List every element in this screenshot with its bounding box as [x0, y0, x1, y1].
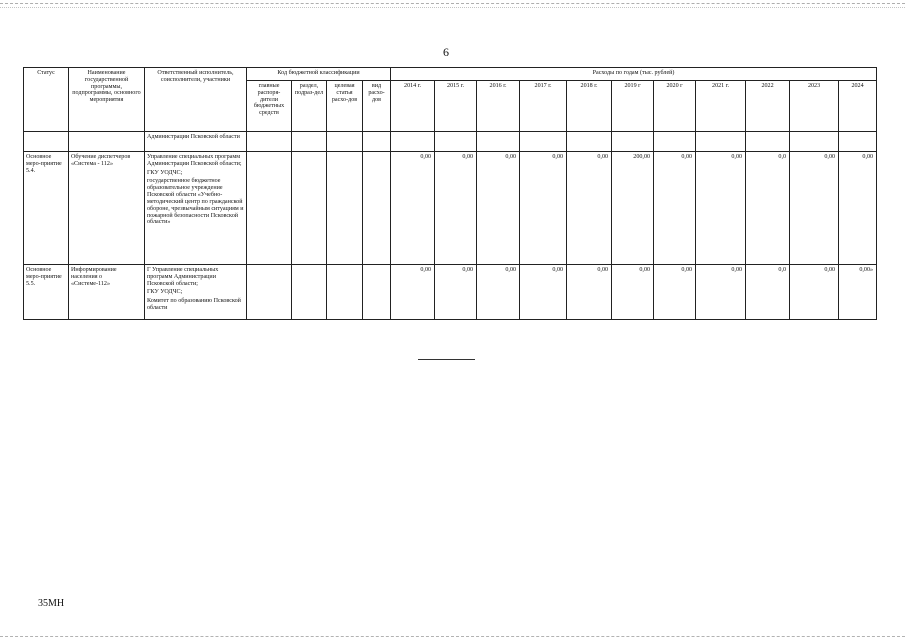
- cell-value: 0,00: [696, 265, 746, 320]
- cell-value: 0,00: [520, 152, 567, 265]
- cell-code: [363, 132, 391, 152]
- cell-code: [292, 132, 327, 152]
- cell-responsible: [145, 265, 247, 320]
- cell-responsible: Администрации Псковской области: [145, 132, 247, 152]
- cell-value: [654, 132, 696, 152]
- cell-name: [69, 132, 145, 152]
- cell-code: [247, 132, 292, 152]
- cell-value: 0,00: [790, 265, 839, 320]
- header-year: 2017 г.: [520, 81, 567, 132]
- cell-value: 0,00: [790, 152, 839, 265]
- cell-code: [247, 265, 292, 320]
- header-code-target: целевая статья расхо-дов: [327, 81, 363, 132]
- table-row-measure-5-5: [24, 265, 877, 320]
- cell-code: [247, 152, 292, 265]
- header-code-type: вид расхо-дов: [363, 81, 391, 132]
- cell-responsible: [145, 152, 247, 265]
- cell-value: 0,00: [391, 265, 435, 320]
- header-year: 2022: [746, 81, 790, 132]
- header-year: 2024: [839, 81, 877, 132]
- header-year: 2015 г.: [435, 81, 477, 132]
- header-code-managers: главные распоря-дители бюджетных средств: [247, 81, 292, 132]
- cell-value: [477, 132, 520, 152]
- cell-value: 0,00: [696, 152, 746, 265]
- header-responsible: Ответственный исполнитель, соисполнители, участники: [145, 68, 247, 132]
- cell-value: 0,00: [477, 152, 520, 265]
- cell-value: 200,00: [612, 152, 654, 265]
- footer-code: 35МН: [38, 598, 65, 609]
- cell-value: [790, 132, 839, 152]
- header-year: 2021 г.: [696, 81, 746, 132]
- cell-value: [567, 132, 612, 152]
- header-row-top: [24, 68, 877, 81]
- cell-value: [435, 132, 477, 152]
- cell-value: 0,00: [654, 265, 696, 320]
- responsible-line: ГКУ УОДЧС;: [147, 289, 183, 296]
- header-status: Статус: [24, 68, 69, 132]
- cell-value: [839, 132, 877, 152]
- cell-value: 0,00: [477, 265, 520, 320]
- cell-value: 0,00: [567, 152, 612, 265]
- scan-edge-bottom: [0, 636, 905, 637]
- header-budget-code: Код бюджетной классификации: [247, 68, 391, 81]
- cell-status: [24, 132, 69, 152]
- responsible-line: ГКУ УОДЧС;: [147, 169, 183, 176]
- cell-value: [746, 132, 790, 152]
- cell-value: [696, 132, 746, 152]
- cell-code: [292, 265, 327, 320]
- page-number: 6: [443, 45, 449, 59]
- budget-table: [23, 67, 877, 320]
- cell-value: 0,00: [612, 265, 654, 320]
- responsible-line: Управление специальных программ Администрации Псковской области;: [147, 154, 242, 167]
- cell-value: 0,00: [435, 152, 477, 265]
- cell-code: [327, 152, 363, 265]
- cell-code: [327, 132, 363, 152]
- scan-edge-top: [0, 3, 905, 4]
- cell-status: Основное меро-приятие 5.4.: [24, 152, 69, 265]
- cell-value: [520, 132, 567, 152]
- cell-value: 0,00»: [839, 265, 877, 320]
- responsible-line: Г Управление специальных программ Администрации Псковской области;: [147, 267, 219, 287]
- cell-value: 0,00: [520, 265, 567, 320]
- cell-value: [391, 132, 435, 152]
- table-row-measure-5-4: [24, 152, 877, 265]
- table-row-continuation: [24, 132, 877, 152]
- cell-name: Обучение диспетчеров «Система - 112»: [69, 152, 145, 265]
- cell-value: [612, 132, 654, 152]
- header-year: 2020 г: [654, 81, 696, 132]
- cell-value: 0,00: [839, 152, 877, 265]
- section-divider: [418, 359, 475, 360]
- cell-value: 0,00: [567, 265, 612, 320]
- cell-code: [363, 152, 391, 265]
- header-year: 2019 г: [612, 81, 654, 132]
- header-year: 2014 г.: [391, 81, 435, 132]
- responsible-line: Комитет по образованию Псковской области: [147, 298, 241, 312]
- header-code-section: раздел, подраз-дел: [292, 81, 327, 132]
- header-name: Наименование государственной программы, подпрограммы, основного мероприятия: [69, 68, 145, 132]
- cell-value: 0,0: [746, 152, 790, 265]
- cell-code: [363, 265, 391, 320]
- cell-value: 0,0: [746, 265, 790, 320]
- header-year: 2018 г.: [567, 81, 612, 132]
- cell-status: Основное меро-приятие 5.5.: [24, 265, 69, 320]
- cell-code: [292, 152, 327, 265]
- cell-value: 0,00: [391, 152, 435, 265]
- cell-code: [327, 265, 363, 320]
- header-expenses: Расходы по годам (тыс. рублей): [391, 68, 877, 81]
- header-year: 2016 г.: [477, 81, 520, 132]
- responsible-line: государственное бюджетное образовательное учреждение Псковской области «Учебно-методический центр по гражданской обороне, чрезвычайным ситуациям и пожарной безопасности Псковской области»: [147, 178, 244, 226]
- header-year: 2023: [790, 81, 839, 132]
- cell-value: 0,00: [435, 265, 477, 320]
- cell-name: Информирование населения о «Системе-112»: [69, 265, 145, 320]
- scan-edge-top-dotted: [0, 7, 905, 8]
- cell-value: 0,00: [654, 152, 696, 265]
